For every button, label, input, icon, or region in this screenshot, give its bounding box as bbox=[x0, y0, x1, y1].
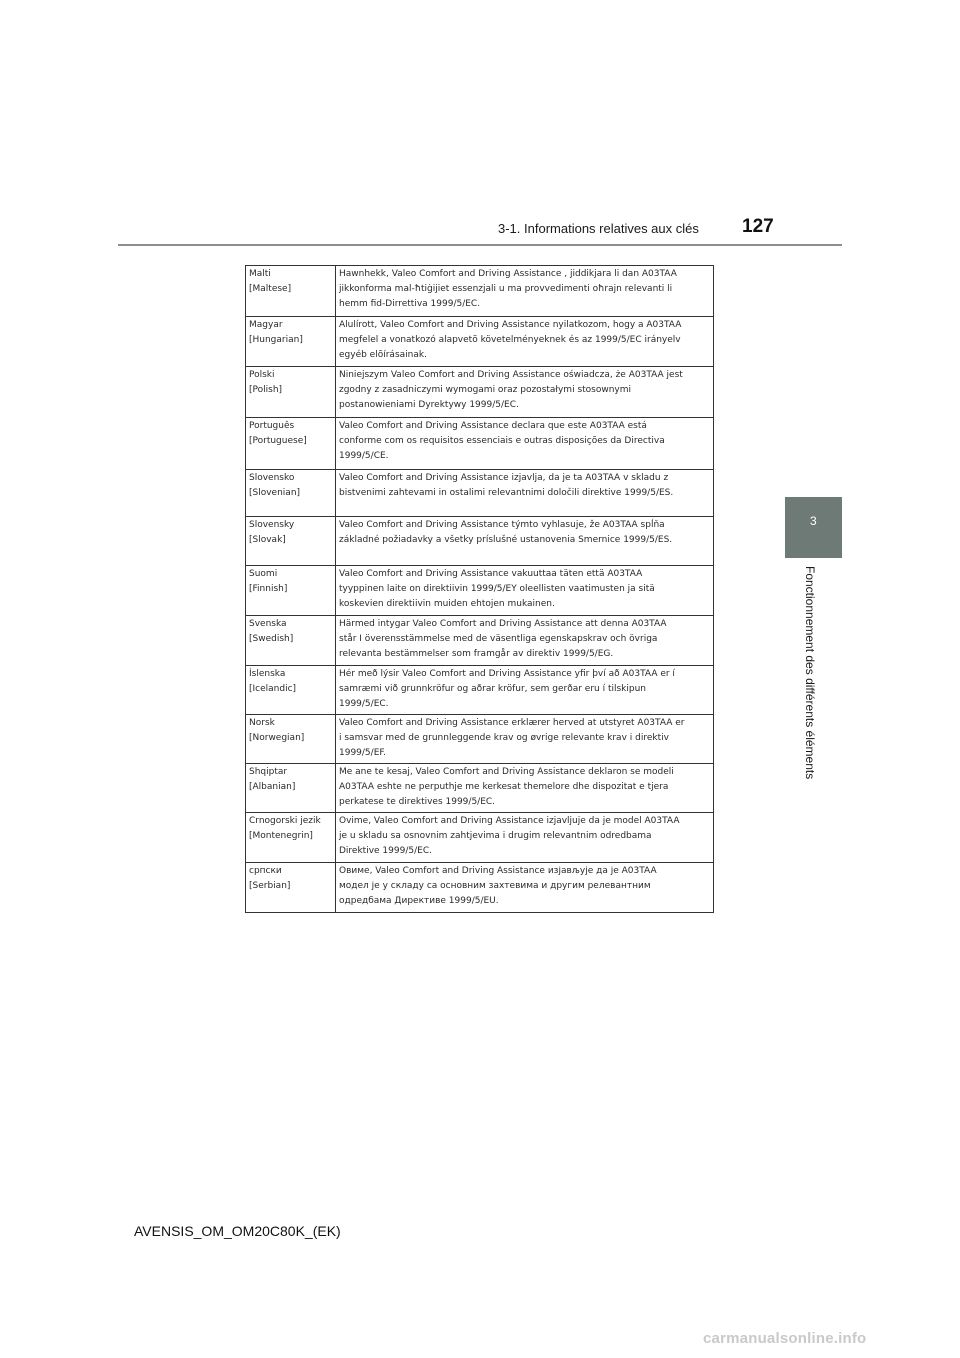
declaration-table bbox=[245, 265, 714, 913]
language-name: Malti bbox=[249, 269, 271, 279]
declaration-cell bbox=[336, 418, 714, 470]
declaration-text-line: Valeo Comfort and Driving Assistance erklærer herved at utstyret A03TAA er bbox=[339, 718, 685, 728]
language-english-name: [Finnish] bbox=[249, 584, 288, 595]
document-id: AVENSIS_OM_OM20C80K_(EK) bbox=[134, 1223, 341, 1239]
language-english-name: [Polish] bbox=[249, 385, 283, 396]
language-english-name: [Portuguese] bbox=[249, 436, 307, 447]
chapter-tab bbox=[785, 497, 842, 558]
declaration-table-body bbox=[246, 266, 714, 913]
language-cell bbox=[246, 666, 336, 715]
declaration-cell bbox=[336, 470, 714, 517]
chapter-number: 3 bbox=[810, 514, 817, 528]
declaration-text-line: i samsvar med de grunnleggende krav og øvrige relevante krav i direktiv bbox=[339, 733, 669, 744]
language-name: Suomi bbox=[249, 569, 278, 579]
declaration-text-line: står I överensstämmelse med de väsentliga egenskapskrav och övriga bbox=[339, 634, 658, 645]
language-name: Magyar bbox=[249, 320, 283, 330]
table-row bbox=[246, 764, 714, 813]
watermark: carmanualsonline.info bbox=[703, 1330, 867, 1347]
language-cell bbox=[246, 367, 336, 418]
table-row bbox=[246, 666, 714, 715]
declaration-cell bbox=[336, 266, 714, 317]
language-english-name: [Albanian] bbox=[249, 782, 296, 793]
declaration-text-line: Direktive 1999/5/EC. bbox=[339, 846, 432, 857]
declaration-cell bbox=[336, 715, 714, 764]
table-row bbox=[246, 863, 714, 913]
declaration-text-line: Овиме, Valeo Comfort and Driving Assistance изјављује да је A03TAA bbox=[339, 866, 657, 876]
table-row bbox=[246, 266, 714, 317]
declaration-text-line: 1999/5/EC. bbox=[339, 699, 389, 710]
language-name: Slovensky bbox=[249, 520, 295, 530]
declaration-cell bbox=[336, 666, 714, 715]
language-cell bbox=[246, 764, 336, 813]
declaration-text-line: Hér með lýsir Valeo Comfort and Driving Assistance yfir því að A03TAA er í bbox=[339, 669, 675, 679]
declaration-text-line: Valeo Comfort and Driving Assistance izjavlja, da je ta A03TAA v skladu z bbox=[339, 473, 669, 483]
declaration-cell bbox=[336, 317, 714, 367]
table-row bbox=[246, 616, 714, 666]
language-name: Norsk bbox=[249, 718, 275, 728]
language-english-name: [Icelandic] bbox=[249, 684, 297, 695]
declaration-cell bbox=[336, 863, 714, 913]
declaration-text-line: Valeo Comfort and Driving Assistance týmto vyhlasuje, že A03TAA spĺňa bbox=[339, 520, 665, 530]
language-cell bbox=[246, 517, 336, 566]
declaration-text-line: tyyppinen laite on direktiivin 1999/5/EY oleellisten vaatimusten ja sitä bbox=[339, 584, 655, 595]
table-row bbox=[246, 470, 714, 517]
declaration-text-line: A03TAA eshte ne perputhje me kerkesat themelore dhe dispozitat e tjera bbox=[339, 782, 669, 793]
language-name: Slovensko bbox=[249, 473, 295, 483]
declaration-text-line: conforme com os requisitos essenciais e outras disposições da Directiva bbox=[339, 436, 665, 447]
declaration-text-line: Niniejszym Valeo Comfort and Driving Assistance oświadcza, że A03TAA jest bbox=[339, 370, 683, 380]
declaration-text-line: Ovime, Valeo Comfort and Driving Assistance izjavljuje da je model A03TAA bbox=[339, 816, 680, 826]
declaration-text-line: bistvenimi zahtevami in ostalimi relevantnimi določili direktive 1999/5/ES. bbox=[339, 488, 674, 499]
declaration-text-line: egyéb elõírásainak. bbox=[339, 350, 427, 361]
language-english-name: [Hungarian] bbox=[249, 335, 303, 346]
declaration-text-line: postanowieniami Dyrektywy 1999/5/EC. bbox=[339, 400, 519, 411]
declaration-text-line: одредбама Директиве 1999/5/EU. bbox=[339, 896, 499, 907]
language-english-name: [Swedish] bbox=[249, 634, 294, 645]
language-english-name: [Serbian] bbox=[249, 881, 291, 892]
declaration-cell bbox=[336, 517, 714, 566]
declaration-cell bbox=[336, 367, 714, 418]
declaration-text-line: zgodny z zasadniczymi wymogami oraz pozostałymi stosownymi bbox=[339, 385, 632, 396]
table-row bbox=[246, 317, 714, 367]
declaration-text-line: perkatese te direktives 1999/5/EC. bbox=[339, 797, 496, 808]
declaration-text-line: модел је у складу са основним захтевима и другим релевантним bbox=[339, 881, 651, 892]
header-divider bbox=[118, 244, 842, 246]
declaration-cell bbox=[336, 616, 714, 666]
declaration-cell bbox=[336, 566, 714, 616]
declaration-text-line: koskevien direktiivin muiden ehtojen mukainen. bbox=[339, 599, 555, 610]
language-english-name: [Montenegrin] bbox=[249, 831, 313, 842]
language-name: Português bbox=[249, 421, 295, 431]
declaration-text-line: hemm fid-Dirrettiva 1999/5/EC. bbox=[339, 299, 481, 310]
declaration-text-line: základné požiadavky a všetky príslušné ustanovenia Smernice 1999/5/ES. bbox=[339, 535, 673, 546]
language-cell bbox=[246, 813, 336, 863]
table-row bbox=[246, 517, 714, 566]
language-name: Íslenska bbox=[249, 669, 286, 679]
table-row bbox=[246, 813, 714, 863]
language-name: српски bbox=[249, 866, 282, 876]
declaration-text-line: Valeo Comfort and Driving Assistance vakuuttaa täten että A03TAA bbox=[339, 569, 643, 579]
page-number: 127 bbox=[742, 216, 774, 237]
language-cell bbox=[246, 715, 336, 764]
language-cell bbox=[246, 266, 336, 317]
language-english-name: [Norwegian] bbox=[249, 733, 305, 744]
language-english-name: [Slovak] bbox=[249, 535, 286, 546]
language-cell bbox=[246, 317, 336, 367]
declaration-text-line: je u skladu sa osnovnim zahtjevima i drugim relevantnim odredbama bbox=[339, 831, 652, 842]
language-cell bbox=[246, 863, 336, 913]
language-name: Shqiptar bbox=[249, 767, 288, 777]
declaration-text-line: Valeo Comfort and Driving Assistance declara que este A03TAA está bbox=[339, 421, 647, 431]
chapter-side-label: Fonctionnement des différents éléments bbox=[803, 566, 817, 780]
declaration-text-line: jikkonforma mal-ħtiġijiet essenzjali u ma provvedimenti oħrajn relevanti li bbox=[339, 284, 673, 295]
language-name: Svenska bbox=[249, 619, 287, 629]
declaration-text-line: Alulírott, Valeo Comfort and Driving Assistance nyilatkozom, hogy a A03TAA bbox=[339, 320, 682, 330]
table-row bbox=[246, 367, 714, 418]
language-cell bbox=[246, 566, 336, 616]
language-cell bbox=[246, 616, 336, 666]
declaration-text-line: samræmi við grunnkröfur og aðrar kröfur, sem gerðar eru í tilskipun bbox=[339, 684, 647, 695]
declaration-text-line: Hawnhekk, Valeo Comfort and Driving Assistance , jiddikjara li dan A03TAA bbox=[339, 269, 677, 279]
declaration-text-line: 1999/5/CE. bbox=[339, 451, 389, 462]
declaration-text-line: megfelel a vonatkozó alapvetõ követelményeknek és az 1999/5/EC irányelv bbox=[339, 335, 681, 346]
section-title: 3-1. Informations relatives aux clés bbox=[498, 221, 699, 236]
table-row bbox=[246, 715, 714, 764]
declaration-text-line: relevanta bestämmelser som framgår av direktiv 1999/5/EG. bbox=[339, 649, 614, 660]
language-english-name: [Maltese] bbox=[249, 284, 292, 295]
language-name: Polski bbox=[249, 370, 275, 380]
language-name: Crnogorski jezik bbox=[249, 816, 321, 826]
language-cell bbox=[246, 470, 336, 517]
declaration-text-line: Härmed intygar Valeo Comfort and Driving Assistance att denna A03TAA bbox=[339, 619, 667, 629]
declaration-text-line: Me ane te kesaj, Valeo Comfort and Driving Assistance deklaron se modeli bbox=[339, 767, 674, 777]
declaration-text-line: 1999/5/EF. bbox=[339, 748, 386, 759]
language-english-name: [Slovenian] bbox=[249, 488, 301, 499]
table-row bbox=[246, 418, 714, 470]
declaration-cell bbox=[336, 764, 714, 813]
declaration-cell bbox=[336, 813, 714, 863]
language-cell bbox=[246, 418, 336, 470]
table-row bbox=[246, 566, 714, 616]
